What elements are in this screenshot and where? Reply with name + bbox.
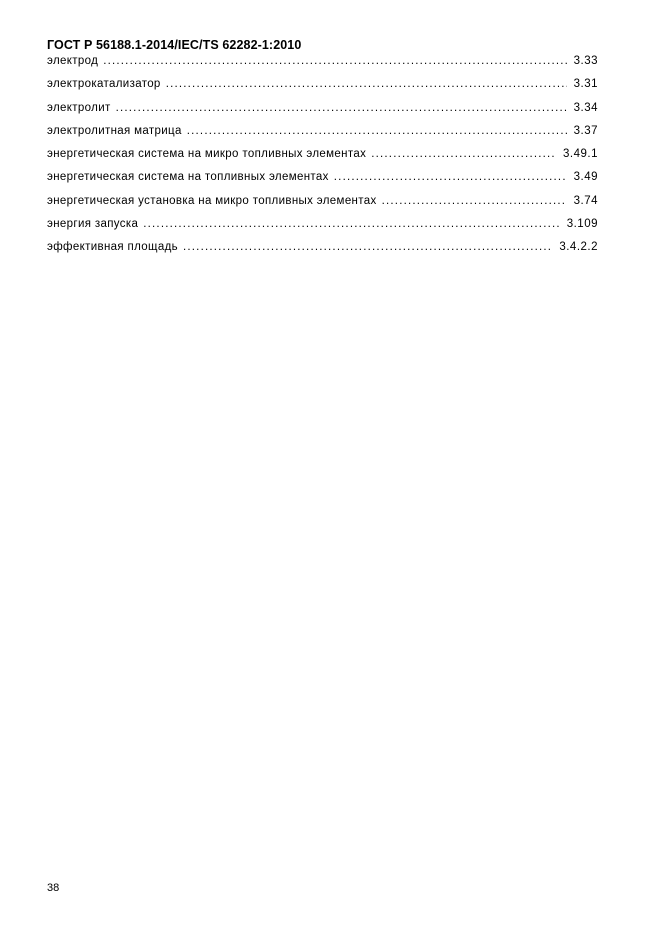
index-term: энергетическая система на топливных элементах bbox=[47, 171, 329, 184]
index-entry bbox=[47, 148, 598, 171]
index-entry bbox=[47, 125, 598, 148]
dot-leader bbox=[116, 102, 567, 114]
index-reference: 3.49.1 bbox=[563, 148, 598, 161]
dot-leader bbox=[187, 125, 567, 137]
index-entry bbox=[47, 78, 598, 101]
index-term: энергия запуска bbox=[47, 218, 139, 231]
index-term: электролитная матрица bbox=[47, 124, 182, 137]
dot-leader bbox=[334, 171, 567, 183]
index-reference: 3.109 bbox=[566, 218, 598, 231]
index-entry bbox=[47, 55, 598, 78]
index-reference: 3.37 bbox=[573, 124, 598, 137]
index-entry bbox=[47, 218, 598, 241]
index-entry bbox=[47, 171, 598, 194]
dot-leader bbox=[183, 241, 552, 253]
index-reference: 3.33 bbox=[573, 55, 598, 67]
document-header: ГОСТ Р 56188.1-2014/IEC/TS 62282-1:2010 bbox=[47, 38, 302, 52]
index-entry bbox=[47, 241, 598, 264]
index-term: энергетическая установка на микро топливных элементах bbox=[47, 194, 377, 207]
index-term: электрод bbox=[47, 55, 99, 67]
index-term: энергетическая система на микро топливных элементах bbox=[47, 148, 367, 161]
index-term: эффективная площадь bbox=[47, 241, 178, 254]
index-term: электролит bbox=[47, 101, 111, 114]
index-reference: 3.31 bbox=[573, 78, 598, 91]
index-reference: 3.49 bbox=[573, 171, 598, 184]
index-entry bbox=[47, 102, 598, 125]
index-entry bbox=[47, 195, 598, 218]
index-reference: 3.34 bbox=[573, 101, 598, 114]
index-list bbox=[47, 55, 598, 265]
dot-leader bbox=[371, 148, 556, 160]
dot-leader bbox=[382, 195, 567, 207]
dot-leader bbox=[166, 78, 567, 90]
index-reference: 3.4.2.2 bbox=[559, 241, 598, 254]
dot-leader bbox=[143, 218, 559, 230]
index-term: электрокатализатор bbox=[47, 78, 161, 91]
index-reference: 3.74 bbox=[573, 194, 598, 207]
dot-leader bbox=[103, 55, 566, 67]
page-number: 38 bbox=[47, 882, 60, 894]
